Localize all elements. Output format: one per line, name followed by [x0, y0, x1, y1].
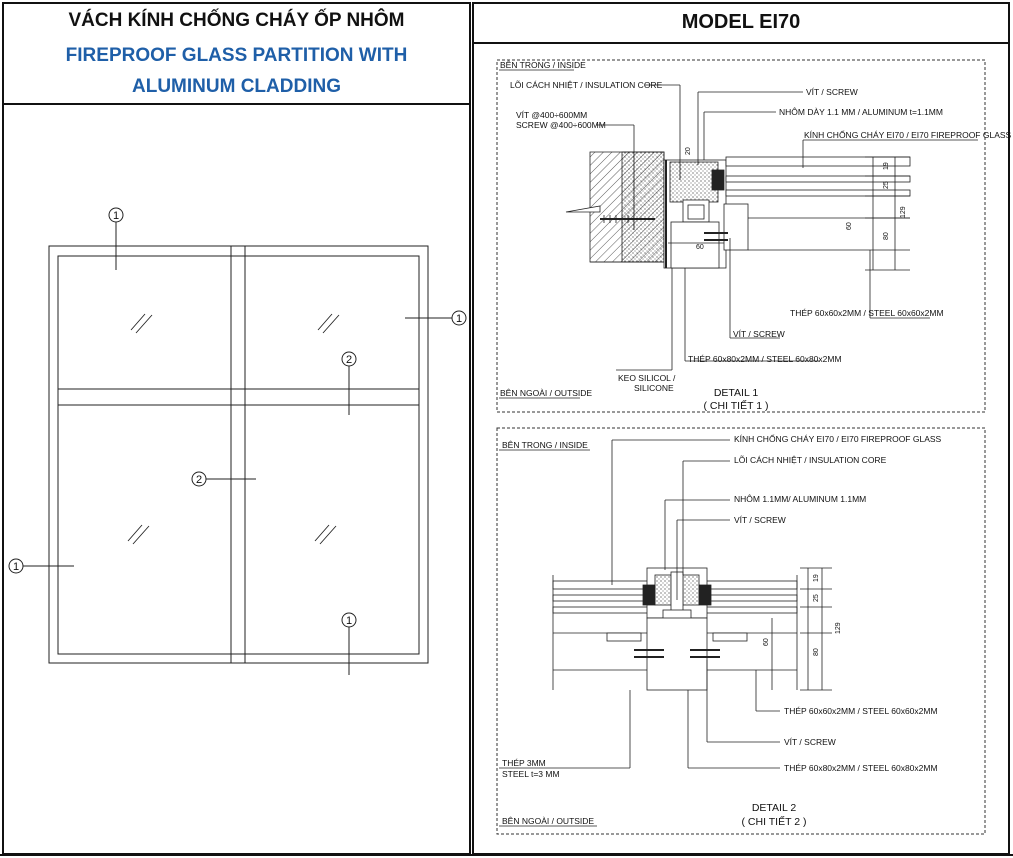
detail2-aluminum-label: NHÔM 1.1MM/ ALUMINUM 1.1MM [734, 494, 867, 504]
detail1-screw-spacing-vn: VÍT @400÷600MM [516, 110, 588, 120]
elevation-callouts [9, 208, 466, 627]
svg-text:60: 60 [763, 638, 770, 646]
svg-text:1: 1 [455, 313, 463, 325]
detail2-outside-label: BÊN NGOÀI / OUTSIDE [502, 816, 595, 826]
glass-mark [128, 314, 339, 544]
detail2-inside-label: BÊN TRONG / INSIDE [502, 440, 588, 450]
svg-text:20: 20 [685, 147, 692, 155]
svg-text:19: 19 [813, 574, 820, 582]
title-english-line2: ALUMINUM CLADDING [132, 76, 341, 97]
detail2-insulation-label: LÕI CÁCH NHIỆT / INSULATION CORE [734, 455, 887, 465]
svg-text:25: 25 [813, 594, 820, 602]
detail1-glass-label: KÍNH CHỐNG CHÁY EI70 / EI70 FIREPROOF GLASS [804, 130, 1012, 140]
detail2-labels [502, 433, 942, 828]
detail1-screw-spacing-en: SCREW @400÷600MM [516, 120, 606, 130]
svg-text:1: 1 [345, 615, 353, 627]
detail2-steel3mm-label-2: STEEL t=3 MM [502, 769, 560, 779]
detail2-screw-bottom-label: VÍT / SCREW [784, 737, 836, 747]
svg-text:1: 1 [12, 561, 20, 573]
title-english-line1: FIREPROOF GLASS PARTITION WITH [65, 45, 408, 66]
callout-1 [109, 208, 123, 222]
detail1-screw-bottom-label: VÍT / SCREW [733, 329, 785, 339]
detail1-insulation-label: LÕI CÁCH NHIỆT / INSULATION CORE [510, 80, 663, 90]
detail1-caption: DETAIL 1 [713, 387, 759, 399]
detail2-screw-top-label: VÍT / SCREW [734, 515, 786, 525]
detail2-steel60x80-label: THÉP 60x80x2MM / STEEL 60x80x2MM [784, 763, 938, 773]
detail2-caption: DETAIL 2 [751, 802, 797, 814]
callout-3 [342, 352, 356, 366]
svg-text:80: 80 [883, 232, 890, 240]
svg-text:80: 80 [813, 648, 820, 656]
model-title: MODEL EI70 [681, 11, 801, 33]
detail1-steel60x80-label: THÉP 60x80x2MM / STEEL 60x80x2MM [688, 354, 842, 364]
svg-text:129: 129 [835, 622, 842, 634]
callout-2 [452, 311, 466, 325]
detail1-screw-top-label: VÍT / SCREW [806, 87, 858, 97]
detail1-labels [500, 60, 1012, 412]
detail2-glass-label: KÍNH CHỐNG CHÁY EI70 / EI70 FIREPROOF GLASS [734, 434, 942, 444]
svg-text:19: 19 [883, 162, 890, 170]
callout-5 [9, 559, 23, 573]
detail2-steel60x60-label: THÉP 60x60x2MM / STEEL 60x60x2MM [784, 706, 938, 716]
detail1-outside-label: BÊN NGOÀI / OUTSIDE [500, 388, 593, 398]
svg-text:1: 1 [112, 210, 120, 222]
detail2-caption-vn: ( CHI TIẾT 2 ) [741, 816, 807, 828]
detail1-inside-label: BÊN TRONG / INSIDE [500, 60, 586, 70]
elevation-drawing [23, 222, 452, 675]
svg-text:60: 60 [696, 244, 704, 251]
detail2-steel3mm-label-1: THÉP 3MM [502, 758, 546, 768]
detail1-steel60x60-label: THÉP 60x60x2MM / STEEL 60x60x2MM [790, 308, 944, 318]
callout-6 [342, 613, 356, 627]
title-vietnamese: VÁCH KÍNH CHỐNG CHÁY ỐP NHÔM [68, 10, 405, 31]
detail1-caption-vn: ( CHI TIẾT 1 ) [703, 400, 769, 412]
svg-text:25: 25 [883, 181, 890, 189]
detail1-silicone-label-2: SILICONE [634, 383, 674, 393]
svg-text:129: 129 [900, 206, 907, 218]
detail1-aluminum-label: NHÔM DÀY 1.1 MM / ALUMINUM t=1.1MM [779, 107, 943, 117]
svg-text:2: 2 [195, 474, 203, 486]
detail1-silicone-label-1: KEO SILICOL / [618, 373, 676, 383]
detail2-frame [497, 428, 985, 834]
svg-text:60: 60 [846, 222, 853, 230]
callout-4 [192, 472, 206, 486]
svg-text:2: 2 [345, 354, 353, 366]
